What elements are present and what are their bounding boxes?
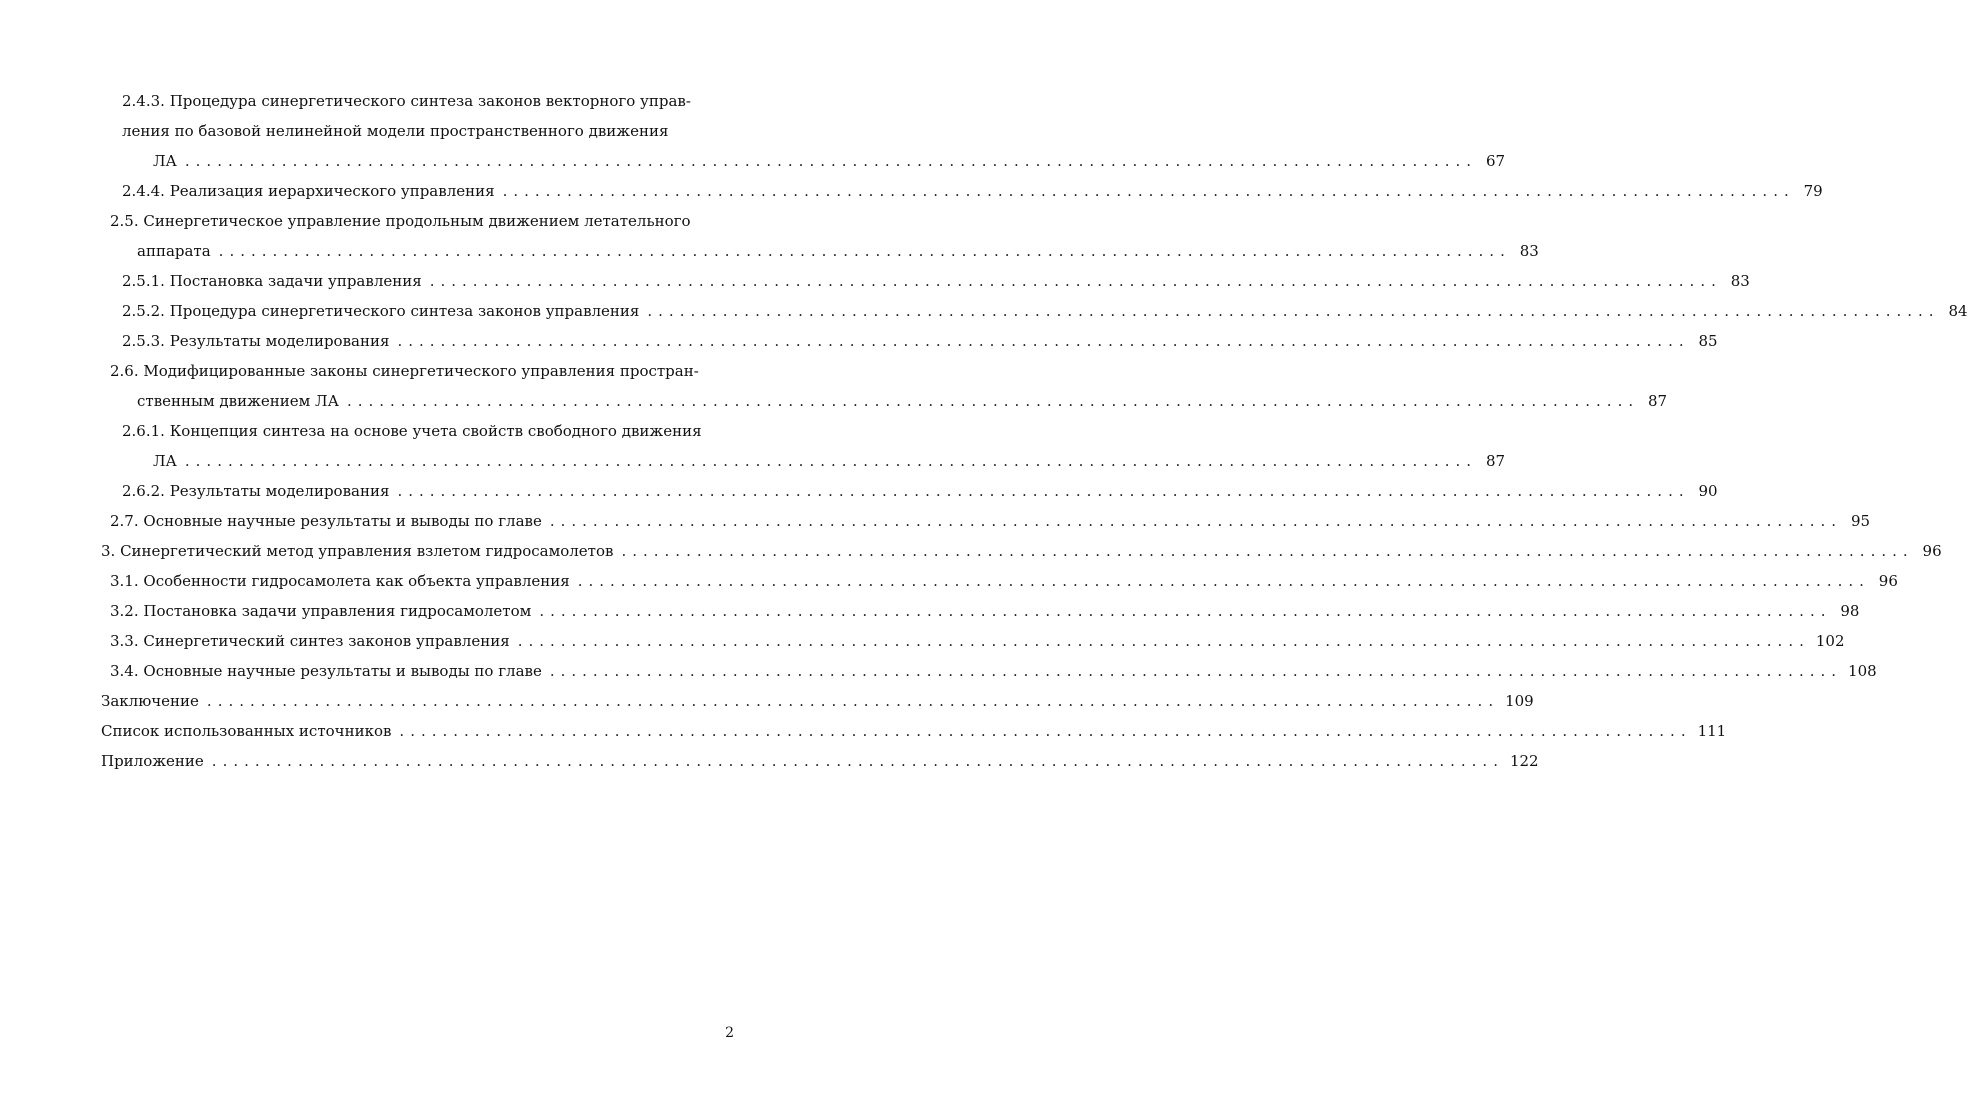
leader-dots: ........................................................................................................................ (218, 242, 1511, 260)
toc-page-number: 98 (1840, 602, 1860, 620)
leader-dots: ........................................................................................................................ (647, 302, 1940, 320)
toc-entry-3-4[interactable] (110, 661, 1877, 681)
leader-dots: ........................................................................................................................ (397, 332, 1690, 350)
toc-entry-label: 2.5.3. Результаты моделирования (122, 332, 390, 350)
leader-dots: ........................................................................................................................ (206, 692, 1500, 710)
leader-dots: ........................................................................................................................ (621, 542, 1914, 560)
toc-entry-2-6-2[interactable] (122, 481, 1718, 501)
toc-entry-label: 3.3. Синергетический синтез законов управления (110, 632, 510, 650)
toc-entry-text: 2.6.1. Концепция синтеза на основе учета свойств свободного движения (122, 422, 702, 440)
toc-entry-2-5-line-1 (110, 211, 734, 231)
toc-entry-label: 2.5.2. Процедура синергетического синтеза законов управления (122, 302, 640, 320)
toc-entry-3-2[interactable] (110, 601, 1860, 621)
toc-entry-label: ЛА (153, 152, 177, 170)
toc-page-number: 67 (1485, 152, 1506, 170)
toc-entry-text: 2.6. Модифицированные законы синергетического управления простран- (110, 362, 699, 380)
toc-entry-label: 3. Синергетический метод управления взлетом гидросамолетов (101, 542, 614, 560)
toc-page-number: 87 (1648, 392, 1668, 410)
toc-entry-2-5-2[interactable] (122, 301, 1968, 321)
toc-entry-label: ственным движением ЛА (137, 392, 339, 410)
leader-dots: ........................................................................................................................ (184, 452, 1478, 470)
toc-entry-2-4-3-line-2 (122, 121, 734, 141)
toc-entry-text: ления по базовой нелинейной модели пространственного движения (122, 122, 669, 140)
toc-page-number: 96 (1878, 572, 1898, 590)
toc-entry-2-7[interactable] (110, 511, 1871, 531)
toc-page-number: 109 (1505, 692, 1534, 710)
page-number: 2 (725, 1025, 734, 1041)
leader-dots: ........................................................................................................................ (549, 512, 1843, 530)
toc-entry-2-6-1[interactable] (153, 451, 1506, 471)
toc-entry-label: Заключение (101, 692, 199, 710)
toc-page-number: 90 (1698, 482, 1718, 500)
toc-page-number: 87 (1485, 452, 1506, 470)
toc-entry-label: Приложение (101, 752, 204, 770)
toc-entry-2-4-4[interactable] (122, 181, 1823, 201)
toc-entry-3[interactable] (101, 541, 1942, 561)
leader-dots: ........................................................................................................................ (577, 572, 1870, 590)
toc-entry-label: 3.2. Постановка задачи управления гидросамолетом (110, 602, 532, 620)
toc-entry-2-4-3-line-1 (122, 91, 734, 111)
toc-page-number: 96 (1922, 542, 1942, 560)
toc-page-number: 102 (1815, 632, 1845, 650)
toc-entry-label: аппарата (137, 242, 211, 260)
toc-page-number: 111 (1697, 722, 1727, 740)
toc-entry-2-5[interactable] (137, 241, 1539, 261)
toc-entry-label: 2.6.2. Результаты моделирования (122, 482, 390, 500)
leader-dots: ........................................................................................................................ (346, 392, 1640, 410)
toc-page-number: 84 (1948, 302, 1968, 320)
toc-entry-label: 2.7. Основные научные результаты и выводы по главе (110, 512, 542, 530)
leader-dots: ........................................................................................................................ (502, 182, 1795, 200)
leader-dots: ........................................................................................................................ (184, 152, 1478, 170)
toc-entry-label: 2.5.1. Постановка задачи управления (122, 272, 422, 290)
leader-dots: ........................................................................................................................ (211, 752, 1504, 770)
toc-entry-2-5-3[interactable] (122, 331, 1718, 351)
toc-entry-3-1[interactable] (110, 571, 1898, 591)
toc-page-number: 108 (1848, 662, 1877, 680)
toc-entry-label: 3.1. Особенности гидросамолета как объекта управления (110, 572, 570, 590)
toc-page-number: 83 (1519, 242, 1539, 260)
leader-dots: ........................................................................................................................ (539, 602, 1832, 620)
toc-entry-conclusion[interactable] (101, 691, 1534, 711)
toc-page-number: 122 (1509, 752, 1539, 770)
toc-entry-2-6-line-1 (110, 361, 734, 381)
leader-dots: ........................................................................................................................ (517, 632, 1810, 650)
toc-entry-appendix[interactable] (101, 751, 1539, 771)
leader-dots: ........................................................................................................................ (429, 272, 1722, 290)
toc-page-number: 79 (1803, 182, 1823, 200)
leader-dots: ........................................................................................................................ (397, 482, 1690, 500)
toc-entry-label: ЛА (153, 452, 177, 470)
toc-entry-label: 3.4. Основные научные результаты и выводы по главе (110, 662, 542, 680)
toc-entry-3-3[interactable] (110, 631, 1845, 651)
toc-entry-text: 2.5. Синергетическое управление продольным движением летательного (110, 212, 691, 230)
toc-entry-2-4-3[interactable] (153, 151, 1506, 171)
toc-page-number: 95 (1850, 512, 1871, 530)
leader-dots: ........................................................................................................................ (549, 662, 1843, 680)
toc-page-number: 85 (1698, 332, 1718, 350)
toc-entry-2-5-1[interactable] (122, 271, 1750, 291)
toc-page-number: 83 (1730, 272, 1750, 290)
toc-entry-label: 2.4.4. Реализация иерархического управления (122, 182, 495, 200)
toc-entry-2-6[interactable] (137, 391, 1668, 411)
leader-dots: ........................................................................................................................ (399, 722, 1692, 740)
toc-entry-2-6-1-line-1 (122, 421, 734, 441)
toc-entry-text: 2.4.3. Процедура синергетического синтеза законов векторного управ- (122, 92, 691, 110)
toc-entry-sources[interactable] (101, 721, 1727, 741)
toc-entry-label: Список использованных источников (101, 722, 392, 740)
